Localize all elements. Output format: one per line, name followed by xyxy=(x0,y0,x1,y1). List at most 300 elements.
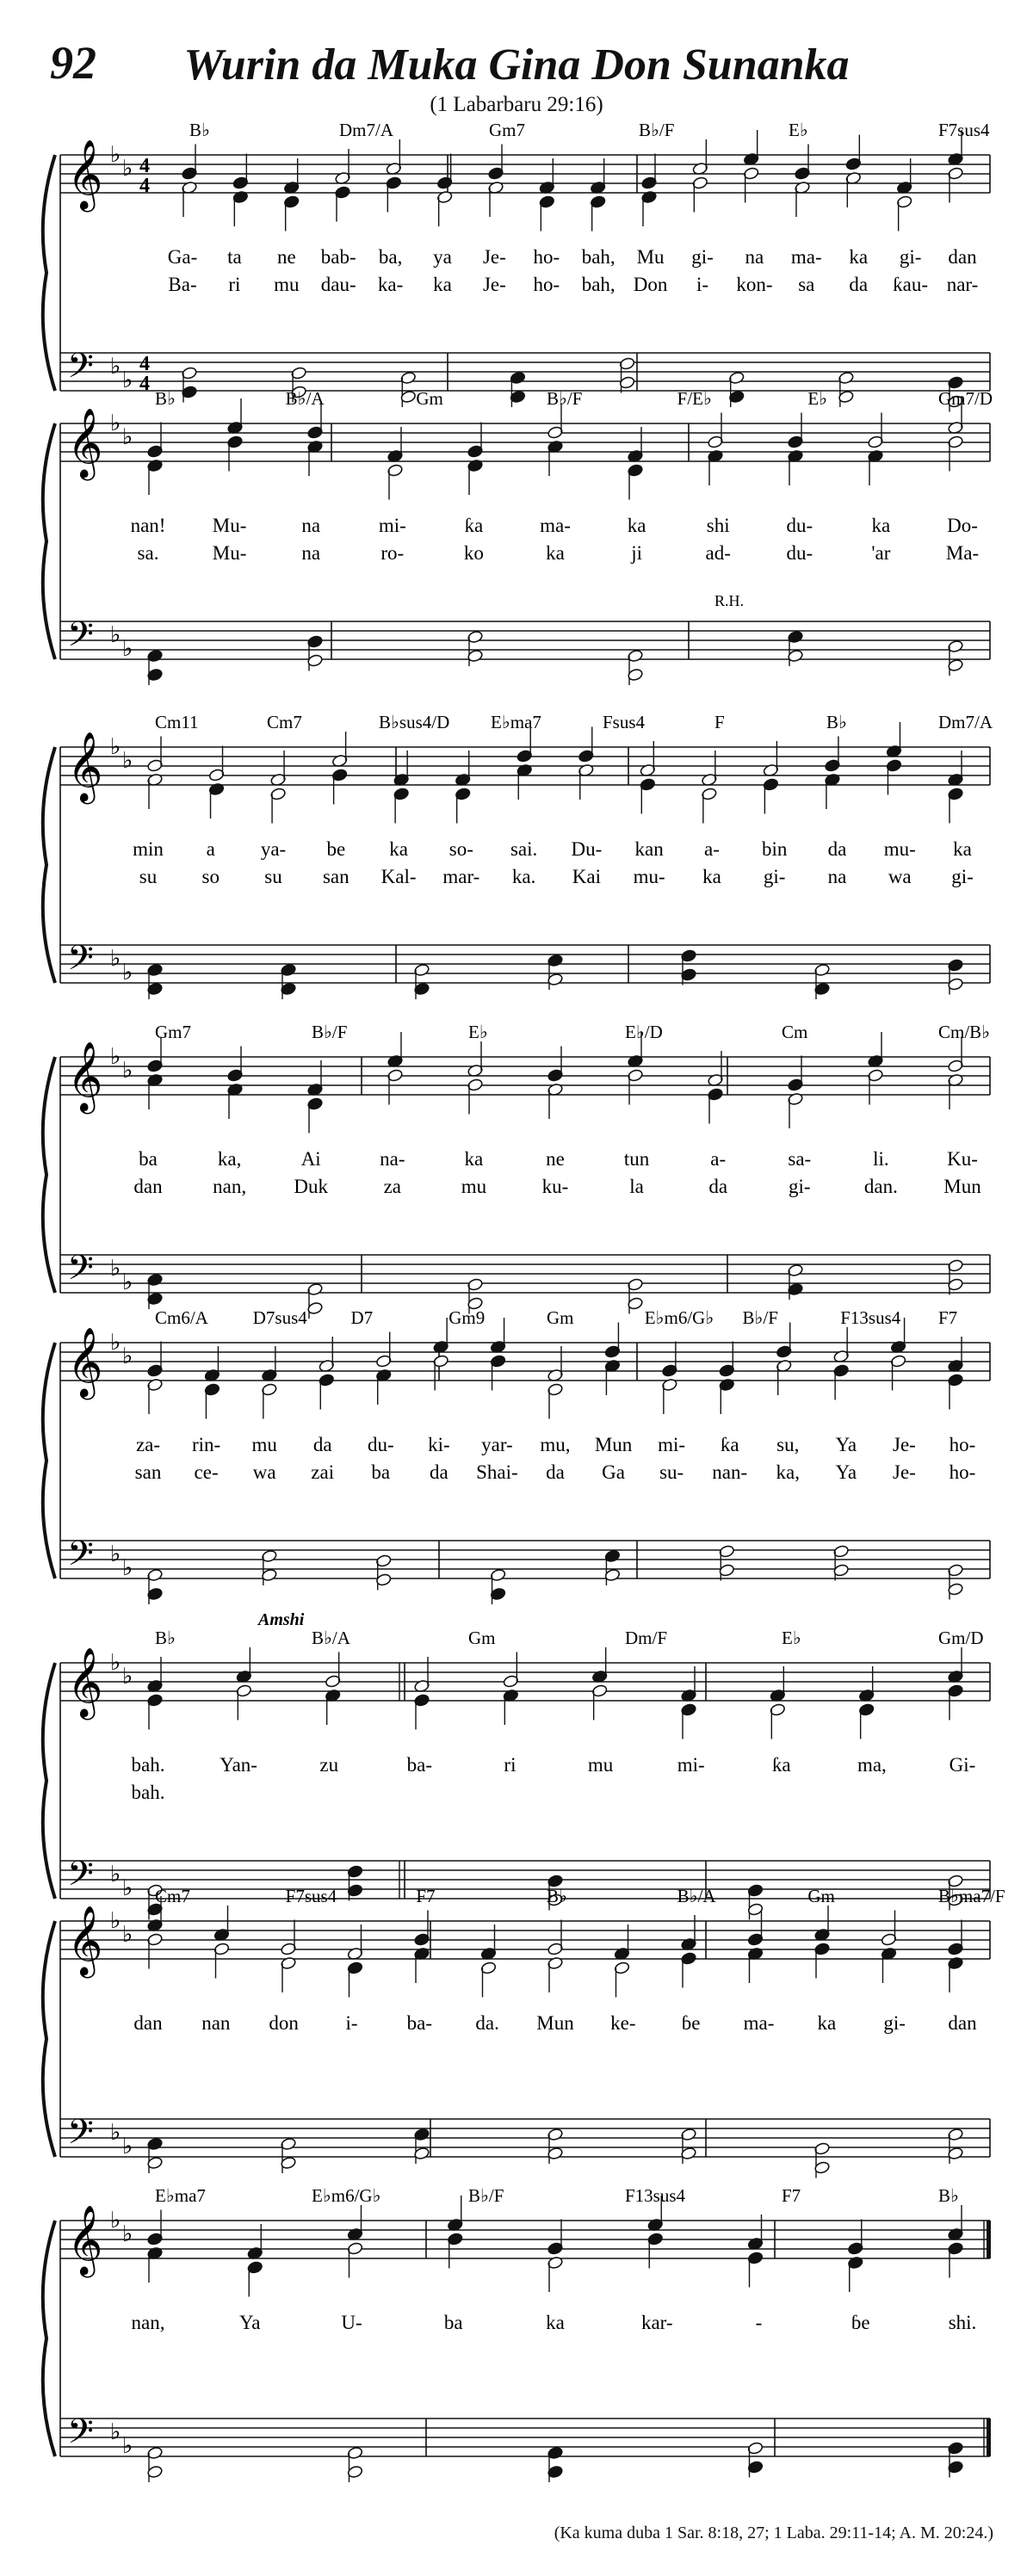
lyric-verse2-syllable: mar- xyxy=(442,866,480,887)
key-signature-flat-icon: ♭ xyxy=(122,368,133,392)
chord-symbol: B♭sus4/D xyxy=(379,712,450,732)
hymn-title: Wurin da Muka Gina Don Sunanka xyxy=(183,40,850,90)
chord-symbol: F7 xyxy=(938,1307,958,1328)
chord-symbol: F7 xyxy=(416,1886,436,1906)
lyric-verse1-syllable: yar- xyxy=(481,1434,513,1455)
lyric-verse1-syllable: a xyxy=(206,838,215,860)
chord-symbol: E♭ xyxy=(789,120,808,140)
lyric-verse2-syllable: ku- xyxy=(541,1176,569,1197)
lyric-verse2-syllable: 'ar xyxy=(871,542,891,564)
key-signature-flat-icon: ♭ xyxy=(110,1862,121,1887)
lyric-verse1-syllable: tun xyxy=(623,1148,650,1170)
lyric-verse2-syllable: zai xyxy=(311,1461,335,1483)
lyric-verse1-syllable: ka xyxy=(871,515,891,536)
key-signature-flat-icon: ♭ xyxy=(110,1044,121,1069)
time-signature-top: 4 xyxy=(139,155,150,177)
lyric-verse2-syllable: ji xyxy=(631,542,642,564)
lyric-verse1-syllable: ma- xyxy=(540,515,571,536)
chord-symbol: E♭ xyxy=(782,1628,801,1648)
lyric-verse1-syllable: be xyxy=(326,838,346,860)
lyric-verse1-syllable: ba xyxy=(139,1148,158,1170)
lyric-verse1-syllable: ka xyxy=(389,838,408,860)
music-system xyxy=(43,2185,991,2482)
lyric-verse2-syllable: su- xyxy=(659,1461,684,1483)
bass-clef-icon: 𝄢 xyxy=(67,348,94,393)
bass-clef-icon: 𝄢 xyxy=(67,616,94,662)
music-system xyxy=(43,1307,990,1604)
lyric-verse1-syllable: ki- xyxy=(428,1434,450,1455)
lyric-verse1-syllable: ka xyxy=(849,246,869,268)
treble-staff xyxy=(60,1921,990,1959)
key-signature-flat-icon: ♭ xyxy=(122,2221,133,2246)
lyric-verse1-syllable: bin xyxy=(761,838,788,860)
lyric-verse1-syllable: da xyxy=(827,838,847,860)
footnote-references: (Ka kuma duba 1 Sar. 8:18, 27; 1 Laba. 29:11-14; A. M. 20:24.) xyxy=(554,2523,993,2542)
lyric-verse1-syllable: mu, xyxy=(540,1434,571,1455)
lyric-verse1-syllable: Je- xyxy=(893,1434,916,1455)
key-signature-flat-icon: ♭ xyxy=(122,1664,133,1689)
staff-brace xyxy=(43,1663,55,1899)
lyric-verse1-syllable: ba- xyxy=(406,2012,433,2034)
chord-symbol: B♭ xyxy=(938,2185,959,2206)
lyric-verse2-syllable: san xyxy=(322,866,349,887)
chord-symbol: B♭ xyxy=(189,120,210,140)
lyric-verse2-syllable: Ba- xyxy=(168,274,197,295)
lyric-verse1-syllable: ya xyxy=(433,246,452,268)
lyric-verse2-syllable: da xyxy=(546,1461,565,1483)
lyric-verse1-syllable: ma- xyxy=(743,2012,775,2034)
lyric-verse2-syllable: ad- xyxy=(705,542,731,564)
lyric-verse1-syllable: mu- xyxy=(883,838,916,860)
lyric-verse1-syllable: a- xyxy=(703,838,720,860)
lyric-verse1-syllable: so- xyxy=(448,838,473,860)
lyric-verse1-syllable: ho- xyxy=(533,246,560,268)
key-signature-flat-icon: ♭ xyxy=(122,1058,133,1083)
chord-symbol: Dm7/A xyxy=(938,712,993,732)
lyric-verse2-syllable: gi- xyxy=(789,1176,811,1197)
lyric-verse2-syllable: su xyxy=(139,866,158,887)
chord-symbol: E♭ xyxy=(468,1022,488,1042)
chord-symbol: B♭/A xyxy=(285,388,325,409)
lyric-verse1-syllable: Du- xyxy=(571,838,603,860)
lyric-verse1-syllable: na xyxy=(301,515,321,536)
chord-symbol: B♭/F xyxy=(547,388,583,409)
key-signature-flat-icon: ♭ xyxy=(110,734,121,759)
chord-symbol: Dm7/A xyxy=(339,120,393,140)
lyric-verse1-syllable: ɓe xyxy=(681,2012,701,2034)
chord-symbol: B♭ xyxy=(547,1886,567,1906)
lyric-verse2-syllable: ba xyxy=(371,1461,391,1483)
lyric-verse1-syllable: ka xyxy=(953,838,972,860)
music-system xyxy=(43,712,993,999)
key-signature-flat-icon: ♭ xyxy=(122,748,133,773)
key-signature-flat-icon: ♭ xyxy=(122,2433,133,2458)
chord-symbol: D7sus4 xyxy=(252,1307,307,1328)
lyric-verse1-syllable: nan xyxy=(201,2012,231,2034)
key-signature-flat-icon: ♭ xyxy=(110,946,121,971)
lyric-verse2-syllable: so xyxy=(201,866,220,887)
lyric-verse1-syllable: bah. xyxy=(131,1754,165,1776)
chord-symbol: F13sus4 xyxy=(840,1307,901,1328)
lyric-verse2-syllable: Ga xyxy=(602,1461,625,1483)
chord-symbol: Gm7/D xyxy=(938,388,993,409)
lyric-verse2-syllable: Je- xyxy=(482,274,506,295)
lyric-verse2-syllable: wa xyxy=(888,866,912,887)
lyric-verse1-syllable: du- xyxy=(786,515,813,536)
lyric-verse1-syllable: su, xyxy=(776,1434,800,1455)
lyric-verse1-syllable: sa- xyxy=(788,1148,812,1170)
key-signature-flat-icon: ♭ xyxy=(110,2120,121,2145)
treble-staff xyxy=(60,1343,990,1381)
lyric-verse2-syllable: ka. xyxy=(511,866,536,887)
key-signature-flat-icon: ♭ xyxy=(122,156,133,181)
key-signature-flat-icon: ♭ xyxy=(122,636,133,661)
lyric-verse2-syllable: Je- xyxy=(893,1461,916,1483)
lyric-verse2-syllable: wa xyxy=(252,1461,276,1483)
lyric-verse1-syllable: li. xyxy=(873,1148,889,1170)
bass-clef-icon: 𝄢 xyxy=(67,1856,94,1901)
lyric-verse1-syllable: ɓe xyxy=(851,2312,870,2333)
bass-staff xyxy=(60,2119,990,2157)
chord-symbol: Fsus4 xyxy=(603,712,646,732)
lyric-verse1-syllable: nan, xyxy=(131,2312,165,2333)
lyric-verse1-syllable: - xyxy=(755,2312,763,2333)
chord-symbol: B♭/A xyxy=(677,1886,716,1906)
lyric-verse1-syllable: U- xyxy=(341,2312,362,2333)
chord-symbol: B♭/F xyxy=(742,1307,778,1328)
chord-symbol: Dm/F xyxy=(625,1628,668,1648)
staff-brace xyxy=(43,2221,55,2456)
lyric-verse2-syllable: da xyxy=(849,274,869,295)
lyric-verse1-syllable: zu xyxy=(319,1754,339,1776)
lyric-verse1-syllable: ba xyxy=(443,2312,463,2333)
lyric-verse1-syllable: mi- xyxy=(658,1434,686,1455)
music-system xyxy=(43,1022,990,1319)
chord-symbol: Gm7 xyxy=(155,1022,191,1042)
lyric-verse1-syllable: da xyxy=(312,1434,332,1455)
lyric-verse2-syllable: Don xyxy=(633,274,668,295)
lyric-verse1-syllable: ƙa xyxy=(720,1434,739,1455)
bass-clef-icon: 𝄢 xyxy=(67,940,94,985)
lyric-verse2-syllable: mu xyxy=(274,274,300,295)
lyric-verse1-syllable: na- xyxy=(380,1148,405,1170)
chord-symbol: B♭ xyxy=(155,388,176,409)
lyric-verse1-syllable: Ga- xyxy=(167,246,198,268)
lyric-verse1-syllable: bab- xyxy=(320,246,356,268)
bass-clef-icon: 𝄢 xyxy=(67,1250,94,1295)
key-signature-flat-icon: ♭ xyxy=(122,1875,133,1900)
staff-brace xyxy=(43,1343,55,1578)
staff-brace xyxy=(43,1921,55,2157)
lyric-verse2-syllable: ho- xyxy=(949,1461,976,1483)
bass-staff xyxy=(60,1541,990,1578)
lyric-verse1-syllable: ma- xyxy=(790,246,822,268)
bass-staff xyxy=(60,2418,990,2456)
treble-staff xyxy=(60,1057,990,1095)
hymn-number: 92 xyxy=(50,37,96,89)
lyric-verse1-syllable: Gi- xyxy=(949,1754,976,1776)
treble-clef-icon: 𝄞 xyxy=(67,142,103,208)
key-signature-flat-icon: ♭ xyxy=(110,1650,121,1675)
key-signature-flat-icon: ♭ xyxy=(122,1344,133,1368)
lyric-verse1-syllable: kar- xyxy=(640,2312,673,2333)
key-signature-flat-icon: ♭ xyxy=(122,960,133,985)
key-signature-flat-icon: ♭ xyxy=(122,2134,133,2159)
chord-symbol: Cm/B♭ xyxy=(938,1022,991,1042)
lyric-verse1-syllable: rin- xyxy=(191,1434,221,1455)
final-bar-line xyxy=(987,2221,991,2258)
treble-staff xyxy=(60,1663,990,1701)
lyric-verse2-syllable: Mun xyxy=(943,1176,981,1197)
chord-symbol: Gm7 xyxy=(489,120,525,140)
lyric-verse2-syllable: ƙau- xyxy=(893,274,929,295)
treble-clef-icon: 𝄞 xyxy=(67,1650,103,1716)
lyric-verse1-syllable: mi- xyxy=(378,515,406,536)
lyric-verse1-syllable: i- xyxy=(345,2012,358,2034)
lyric-verse2-syllable: dan. xyxy=(863,1176,898,1197)
key-signature-flat-icon: ♭ xyxy=(122,1922,133,1947)
treble-clef-icon: 𝄞 xyxy=(67,411,103,477)
lyric-verse1-syllable: mi- xyxy=(677,1754,705,1776)
lyric-verse2-syllable: ro- xyxy=(380,542,405,564)
chord-symbol: B♭ xyxy=(155,1628,176,1648)
chord-symbol: D7 xyxy=(350,1307,374,1328)
lyric-verse1-syllable: ka xyxy=(627,515,646,536)
chord-symbol: B♭/A xyxy=(312,1628,350,1648)
lyric-verse2-syllable: ho- xyxy=(533,274,560,295)
key-signature-flat-icon: ♭ xyxy=(122,1555,133,1580)
lyric-verse1-syllable: Mu- xyxy=(212,515,247,536)
chord-symbol: E♭m6/G♭ xyxy=(312,2185,381,2206)
lyric-verse1-syllable: ka xyxy=(817,2012,837,2034)
key-signature-flat-icon: ♭ xyxy=(110,354,121,379)
key-signature-flat-icon: ♭ xyxy=(122,424,133,449)
lyric-verse2-syllable: kon- xyxy=(736,274,773,295)
treble-clef-icon: 𝄞 xyxy=(67,1044,103,1110)
chord-symbol: E♭/D xyxy=(625,1022,663,1042)
time-signature-bottom: 4 xyxy=(139,373,150,395)
lyric-verse1-syllable: mu xyxy=(251,1434,277,1455)
lyric-verse2-syllable: Kal- xyxy=(380,866,417,887)
lyric-verse2-syllable: Mu- xyxy=(212,542,247,564)
lyric-verse1-syllable: Mu xyxy=(636,246,665,268)
chord-symbol: Cm11 xyxy=(155,712,199,732)
lyric-verse2-syllable: gi- xyxy=(763,866,786,887)
lyric-verse1-syllable: ƙa xyxy=(464,515,484,536)
chord-symbol: Gm xyxy=(547,1307,574,1328)
lyric-verse2-syllable: bah, xyxy=(581,274,615,295)
key-signature-flat-icon: ♭ xyxy=(122,1269,133,1294)
chord-symbol: E♭m6/G♭ xyxy=(644,1307,714,1328)
key-signature-flat-icon: ♭ xyxy=(110,142,121,167)
lyric-verse1-syllable: Ai xyxy=(300,1148,321,1170)
bass-staff xyxy=(60,1255,990,1293)
lyric-verse1-syllable: ka xyxy=(546,2312,565,2333)
chord-symbol: F7sus4 xyxy=(938,120,990,140)
lyric-verse1-syllable: Ya xyxy=(238,2312,261,2333)
score-annotation: Amshi xyxy=(258,1610,305,1629)
lyric-verse1-syllable: Je- xyxy=(482,246,506,268)
chord-symbol: B♭ xyxy=(826,712,847,732)
lyric-verse2-syllable: dan xyxy=(133,1176,163,1197)
lyric-verse1-syllable: ba, xyxy=(378,246,403,268)
chord-symbol: B♭/F xyxy=(639,120,675,140)
chord-symbol: Cm7 xyxy=(267,712,302,732)
treble-clef-icon: 𝄞 xyxy=(67,734,103,800)
chord-symbol: Cm7 xyxy=(155,1886,190,1906)
key-signature-flat-icon: ♭ xyxy=(110,1330,121,1355)
music-system xyxy=(43,388,993,685)
time-signature-bottom: 4 xyxy=(139,175,150,197)
lyric-verse2-syllable: da xyxy=(708,1176,728,1197)
lyric-verse1-syllable: dan xyxy=(948,2012,977,2034)
chord-symbol: F7sus4 xyxy=(285,1886,337,1906)
chord-symbol: Cm xyxy=(782,1022,808,1042)
lyric-verse1-syllable: shi. xyxy=(948,2312,977,2333)
treble-clef-icon: 𝄞 xyxy=(67,2208,103,2274)
lyric-verse2-syllable: nan- xyxy=(712,1461,748,1483)
lyric-verse2-syllable: na xyxy=(301,542,321,564)
staff-brace xyxy=(43,747,55,983)
lyric-verse2-syllable: i- xyxy=(696,274,709,295)
chord-symbol: B♭/F xyxy=(468,2185,504,2206)
chord-symbol: Cm6/A xyxy=(155,1307,208,1328)
chord-symbol: B♭ma7/F xyxy=(938,1886,1005,1906)
lyric-verse1-syllable: nan! xyxy=(130,515,166,536)
lyric-verse1-syllable: ba- xyxy=(406,1754,433,1776)
lyric-verse1-syllable: ka xyxy=(464,1148,484,1170)
staff-brace xyxy=(43,1057,55,1293)
lyric-verse2-syllable: nar- xyxy=(946,274,979,295)
lyric-verse1-syllable: za- xyxy=(135,1434,161,1455)
lyric-verse2-syllable: ko xyxy=(463,542,484,564)
lyric-verse2-syllable: bah. xyxy=(131,1782,165,1803)
lyric-verse2-syllable: mu- xyxy=(633,866,665,887)
chord-symbol: Gm xyxy=(416,388,443,409)
lyric-verse1-syllable: Ku- xyxy=(947,1148,978,1170)
music-system xyxy=(43,1610,990,1920)
lyric-verse1-syllable: ne xyxy=(546,1148,565,1170)
bass-staff xyxy=(60,353,990,391)
key-signature-flat-icon: ♭ xyxy=(110,2419,121,2444)
staff-brace xyxy=(43,423,55,659)
lyric-verse2-syllable: Shai- xyxy=(476,1461,518,1483)
chord-symbol: F7 xyxy=(782,2185,801,2206)
lyric-verse1-syllable: Mun xyxy=(536,2012,574,2034)
lyric-verse2-syllable: nan, xyxy=(213,1176,247,1197)
lyric-verse2-syllable: san xyxy=(134,1461,162,1483)
key-signature-flat-icon: ♭ xyxy=(110,411,121,436)
lyric-verse2-syllable: za xyxy=(383,1176,402,1197)
chord-symbol: E♭ xyxy=(807,388,828,409)
lyric-verse2-syllable: du- xyxy=(786,542,813,564)
lyric-verse2-syllable: la xyxy=(629,1176,644,1197)
lyric-verse1-syllable: du- xyxy=(367,1434,394,1455)
bass-clef-icon: 𝄢 xyxy=(67,1535,94,1581)
lyric-verse1-syllable: ƙa xyxy=(771,1754,791,1776)
lyric-verse1-syllable: min xyxy=(133,838,164,860)
lyric-verse1-syllable: ke- xyxy=(610,2012,636,2034)
lyric-verse1-syllable: ya- xyxy=(260,838,287,860)
treble-clef-icon: 𝄞 xyxy=(67,1330,103,1396)
key-signature-flat-icon: ♭ xyxy=(110,1256,121,1281)
lyric-verse2-syllable: sa xyxy=(798,274,815,295)
lyric-verse2-syllable: ri xyxy=(228,274,241,295)
chord-symbol: B♭/F xyxy=(312,1022,348,1042)
treble-clef-icon: 𝄞 xyxy=(67,1908,103,1974)
bass-staff xyxy=(60,945,990,983)
chord-symbol: Gm/D xyxy=(938,1628,984,1648)
key-signature-flat-icon: ♭ xyxy=(110,622,121,647)
lyric-verse1-syllable: ka, xyxy=(217,1148,242,1170)
lyric-verse2-syllable: Duk xyxy=(294,1176,329,1197)
lyric-verse2-syllable: na xyxy=(827,866,847,887)
lyric-verse2-syllable: mu xyxy=(461,1176,487,1197)
chord-symbol: F13sus4 xyxy=(625,2185,686,2206)
lyric-verse1-syllable: shi xyxy=(706,515,730,536)
chord-symbol: E♭ma7 xyxy=(155,2185,206,2206)
lyric-verse1-syllable: a- xyxy=(710,1148,727,1170)
key-signature-flat-icon: ♭ xyxy=(110,1541,121,1566)
lyric-verse1-syllable: ma, xyxy=(857,1754,887,1776)
lyric-verse1-syllable: na xyxy=(745,246,764,268)
key-signature-flat-icon: ♭ xyxy=(110,1908,121,1933)
lyric-verse1-syllable: sai. xyxy=(510,838,538,860)
key-signature-flat-icon: ♭ xyxy=(110,2208,121,2233)
lyric-verse2-syllable: ka xyxy=(433,274,452,295)
lyric-verse2-syllable: ka, xyxy=(776,1461,801,1483)
lyric-verse2-syllable: ka xyxy=(702,866,721,887)
lyric-verse1-syllable: Mun xyxy=(594,1434,633,1455)
lyric-verse2-syllable: Ma- xyxy=(945,542,980,564)
lyric-verse1-syllable: dan xyxy=(133,2012,163,2034)
lyric-verse2-syllable: da xyxy=(429,1461,448,1483)
lyric-verse1-syllable: ne xyxy=(276,246,296,268)
lyric-verse1-syllable: ho- xyxy=(949,1434,976,1455)
chord-symbol: E♭ma7 xyxy=(491,712,541,732)
lyric-verse2-syllable: Ya xyxy=(835,1461,857,1483)
bass-clef-icon: 𝄢 xyxy=(67,2413,94,2459)
bass-clef-icon: 𝄢 xyxy=(67,2114,94,2159)
treble-staff xyxy=(60,423,990,461)
chord-symbol: Gm xyxy=(468,1628,496,1648)
lyric-verse1-syllable: don xyxy=(269,2012,299,2034)
chord-symbol: F/E♭ xyxy=(677,388,712,409)
final-bar-line xyxy=(987,2418,991,2456)
lyric-verse1-syllable: Yan- xyxy=(220,1754,257,1776)
chord-symbol: Gm xyxy=(807,1886,835,1906)
chord-symbol: F xyxy=(714,712,725,732)
lyric-verse1-syllable: ri xyxy=(504,1754,516,1776)
lyric-verse2-syllable: su xyxy=(264,866,282,887)
lyric-verse1-syllable: Ya xyxy=(835,1434,857,1455)
lyric-verse1-syllable: da. xyxy=(475,2012,499,2034)
lyric-verse1-syllable: gi- xyxy=(899,246,922,268)
lyric-verse1-syllable: kan xyxy=(634,838,664,860)
score-annotation: R.H. xyxy=(714,592,745,609)
music-system xyxy=(43,120,990,412)
lyric-verse1-syllable: gi- xyxy=(883,2012,906,2034)
lyric-verse1-syllable: mu xyxy=(587,1754,614,1776)
lyric-verse1-syllable: gi- xyxy=(691,246,714,268)
lyric-verse1-syllable: ta xyxy=(227,246,242,268)
staff-brace xyxy=(43,155,55,391)
bass-staff xyxy=(60,621,990,659)
lyric-verse2-syllable: ce- xyxy=(194,1461,219,1483)
lyric-verse2-syllable: sa. xyxy=(137,542,159,564)
lyric-verse2-syllable: dau- xyxy=(320,274,356,295)
bass-staff xyxy=(60,1861,990,1899)
